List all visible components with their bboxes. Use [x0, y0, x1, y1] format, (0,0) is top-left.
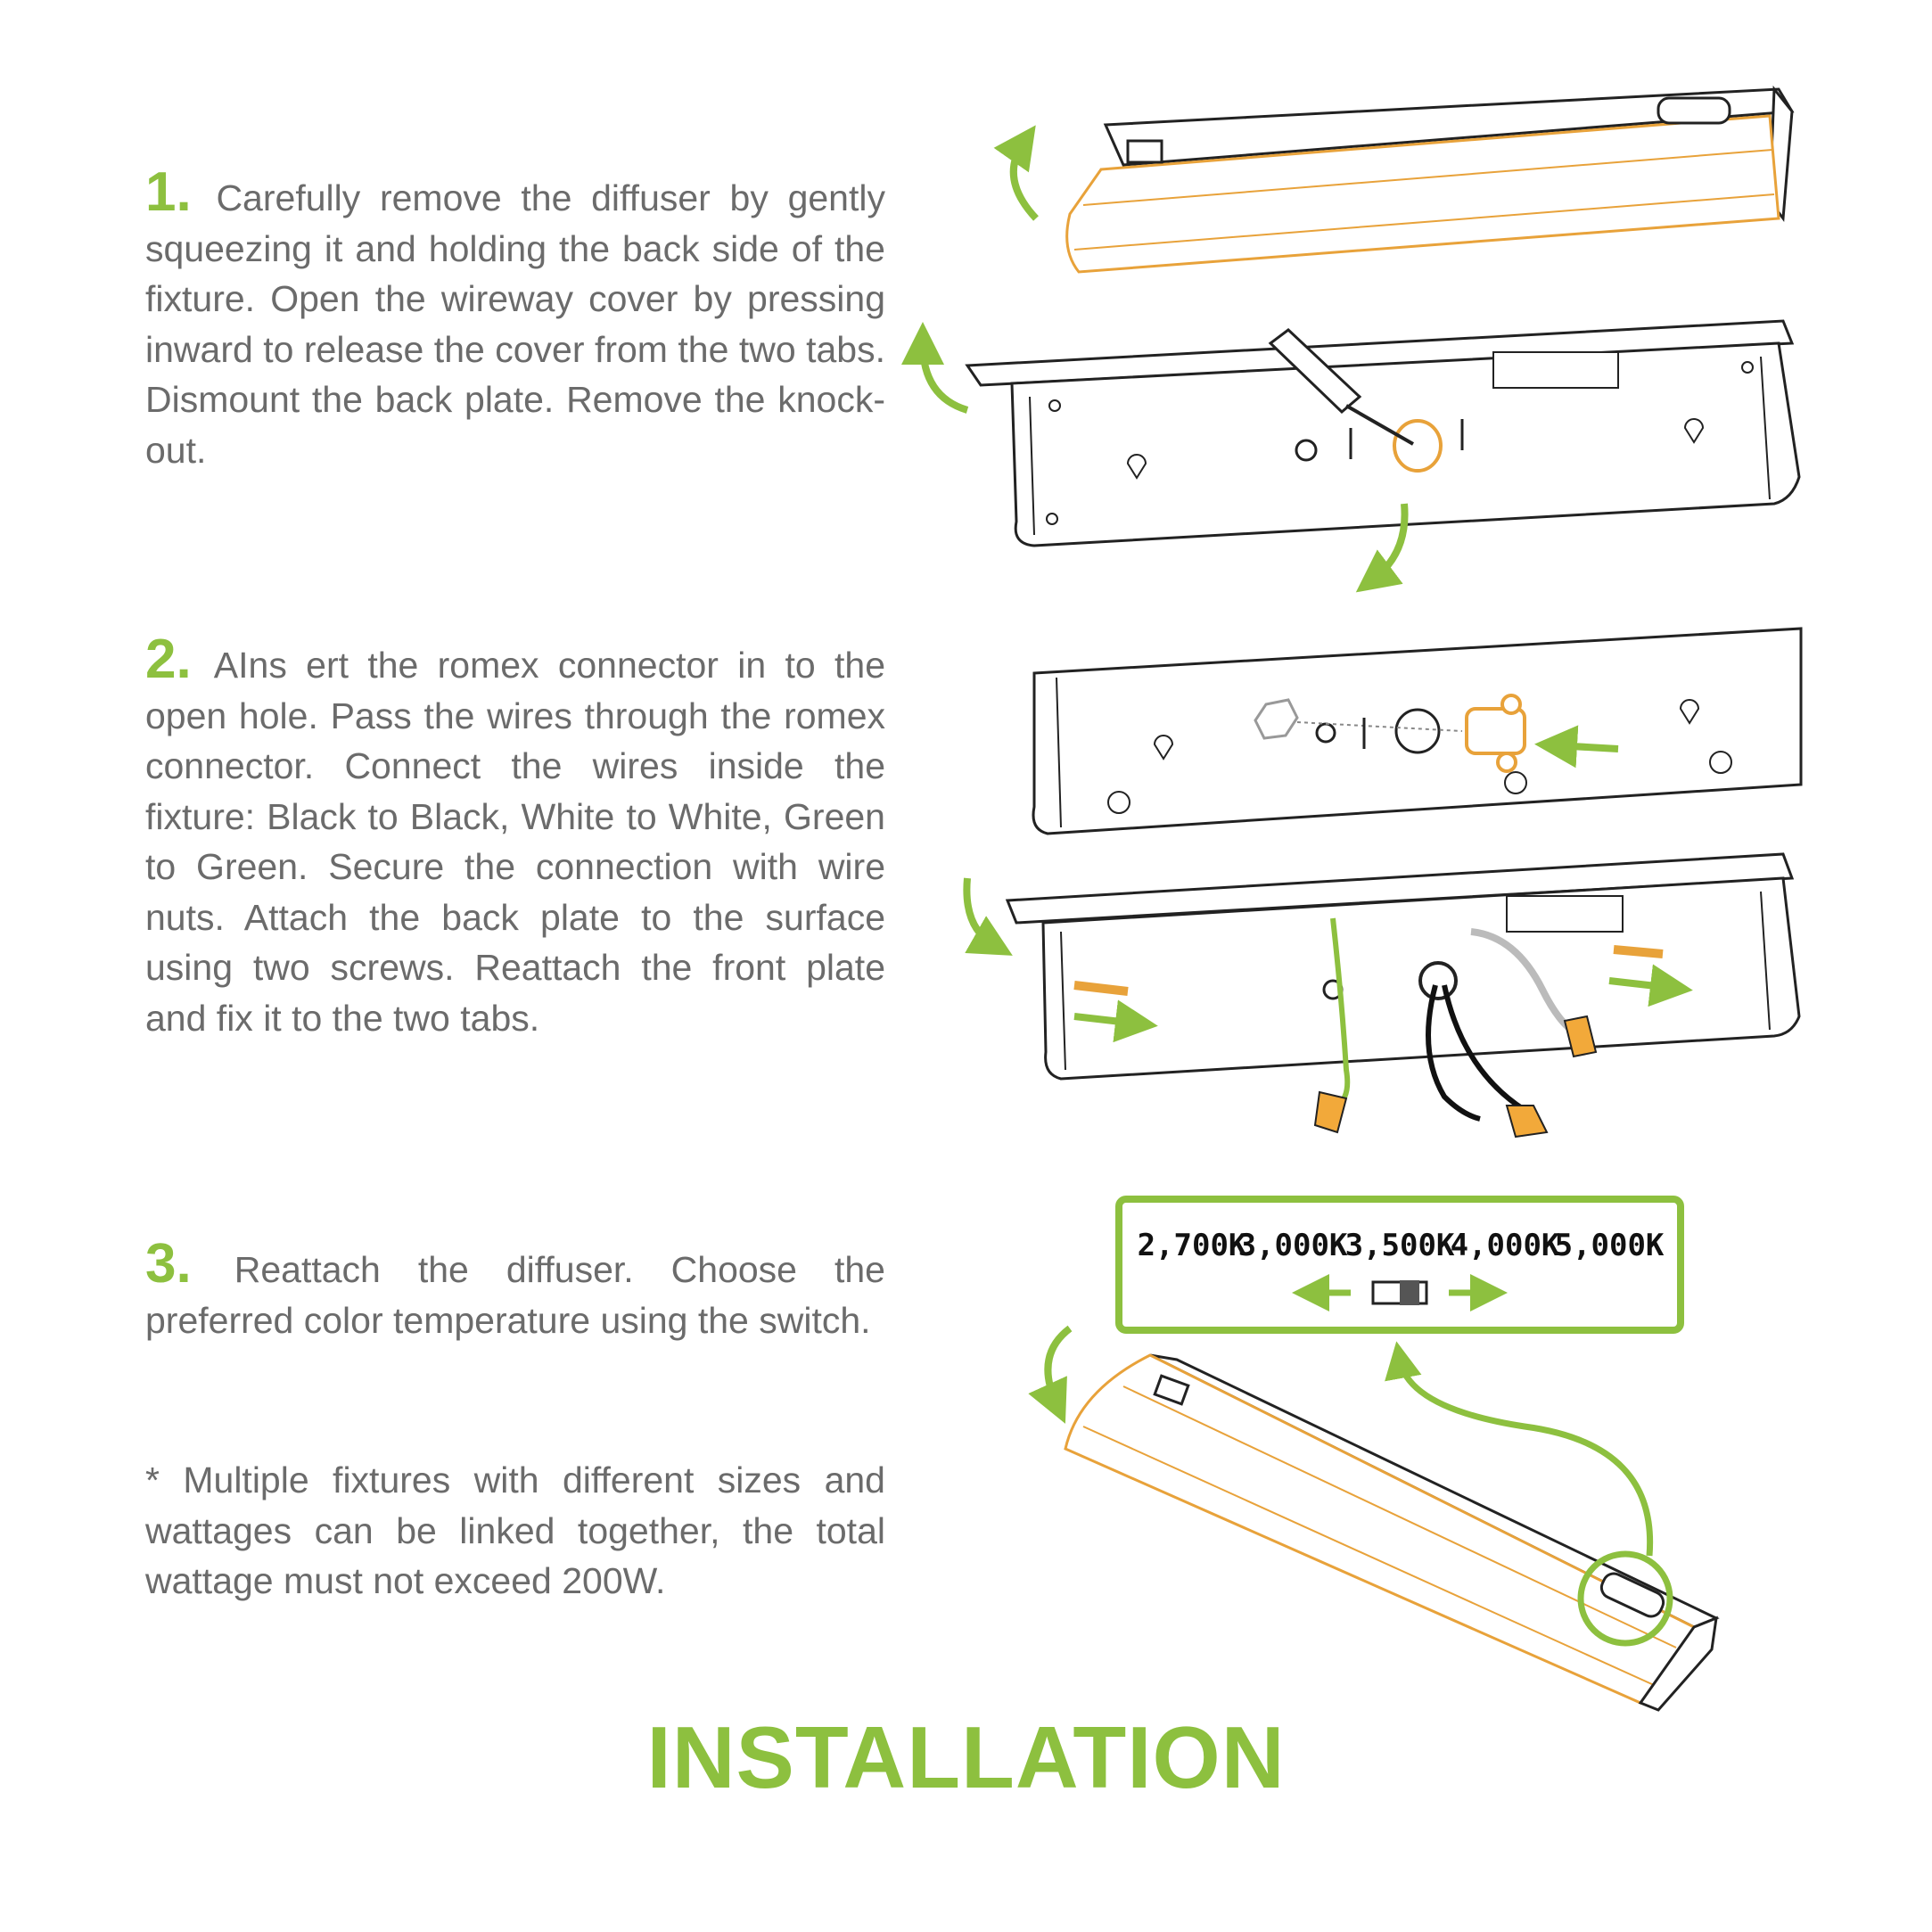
page-title: INSTALLATION: [646, 1708, 1286, 1806]
insert-arrow-icon: [1556, 745, 1618, 749]
reattach-arrow-icon: [966, 878, 994, 945]
cct-option-5000k: 5,000K: [1554, 1228, 1665, 1263]
step2-fixture-wiring: [966, 854, 1799, 1137]
wire-nut-icon: [1315, 1092, 1346, 1132]
step-1-number: 1.: [145, 161, 192, 223]
step3-fixture: [1048, 1328, 1716, 1710]
reattach-diffuser-arrow-icon: [1048, 1328, 1070, 1404]
cct-selector-panel: [1119, 1199, 1681, 1330]
knockout-icon: [1394, 421, 1441, 471]
step-1-text: Carefully remove the diffuser by gently squeezing it and holding the back side of the fixture. Open the wireway cover by pressing inward to release the cover from the two tabs. Dismount the back plate. Remove the knock-out.: [145, 177, 885, 471]
step-3-number: 3.: [145, 1233, 192, 1295]
wattage-note: * Multiple fixtures with different sizes and wattages can be linked together, the total wattage must not exceed 200W.: [145, 1459, 885, 1601]
cct-option-2700k: 2,700K: [1137, 1228, 1247, 1263]
cct-switch-icon: [1658, 98, 1730, 123]
cct-option-3000k: 3,000K: [1237, 1228, 1348, 1263]
step-3-text: Reattach the diffuser. Choose the preferred color temperature using the switch.: [145, 1249, 885, 1341]
step1-fixture: [923, 321, 1799, 580]
open-cover-arrow-icon: [923, 343, 967, 410]
step-2-number: 2.: [145, 629, 192, 690]
step-2-text: AIns ert the romex connector in to the open hole. Pass the wires through the romex connector. Connect the wires inside the fixture: Black to Black, White to White, Green to Green. Secure the connection with wire nuts. Attach the back plate to the surface using two screws. Reattach the front plate and fix it to the two tabs.: [145, 645, 885, 1039]
cct-option-3500k: 3,500K: [1344, 1228, 1455, 1263]
remove-arrow-icon: [1014, 143, 1036, 218]
step2-backplate: [1033, 629, 1801, 834]
step1-diffuser: [1014, 89, 1792, 272]
cct-option-4000k: 4,000K: [1450, 1228, 1560, 1263]
power-switch-icon: [1128, 141, 1162, 162]
